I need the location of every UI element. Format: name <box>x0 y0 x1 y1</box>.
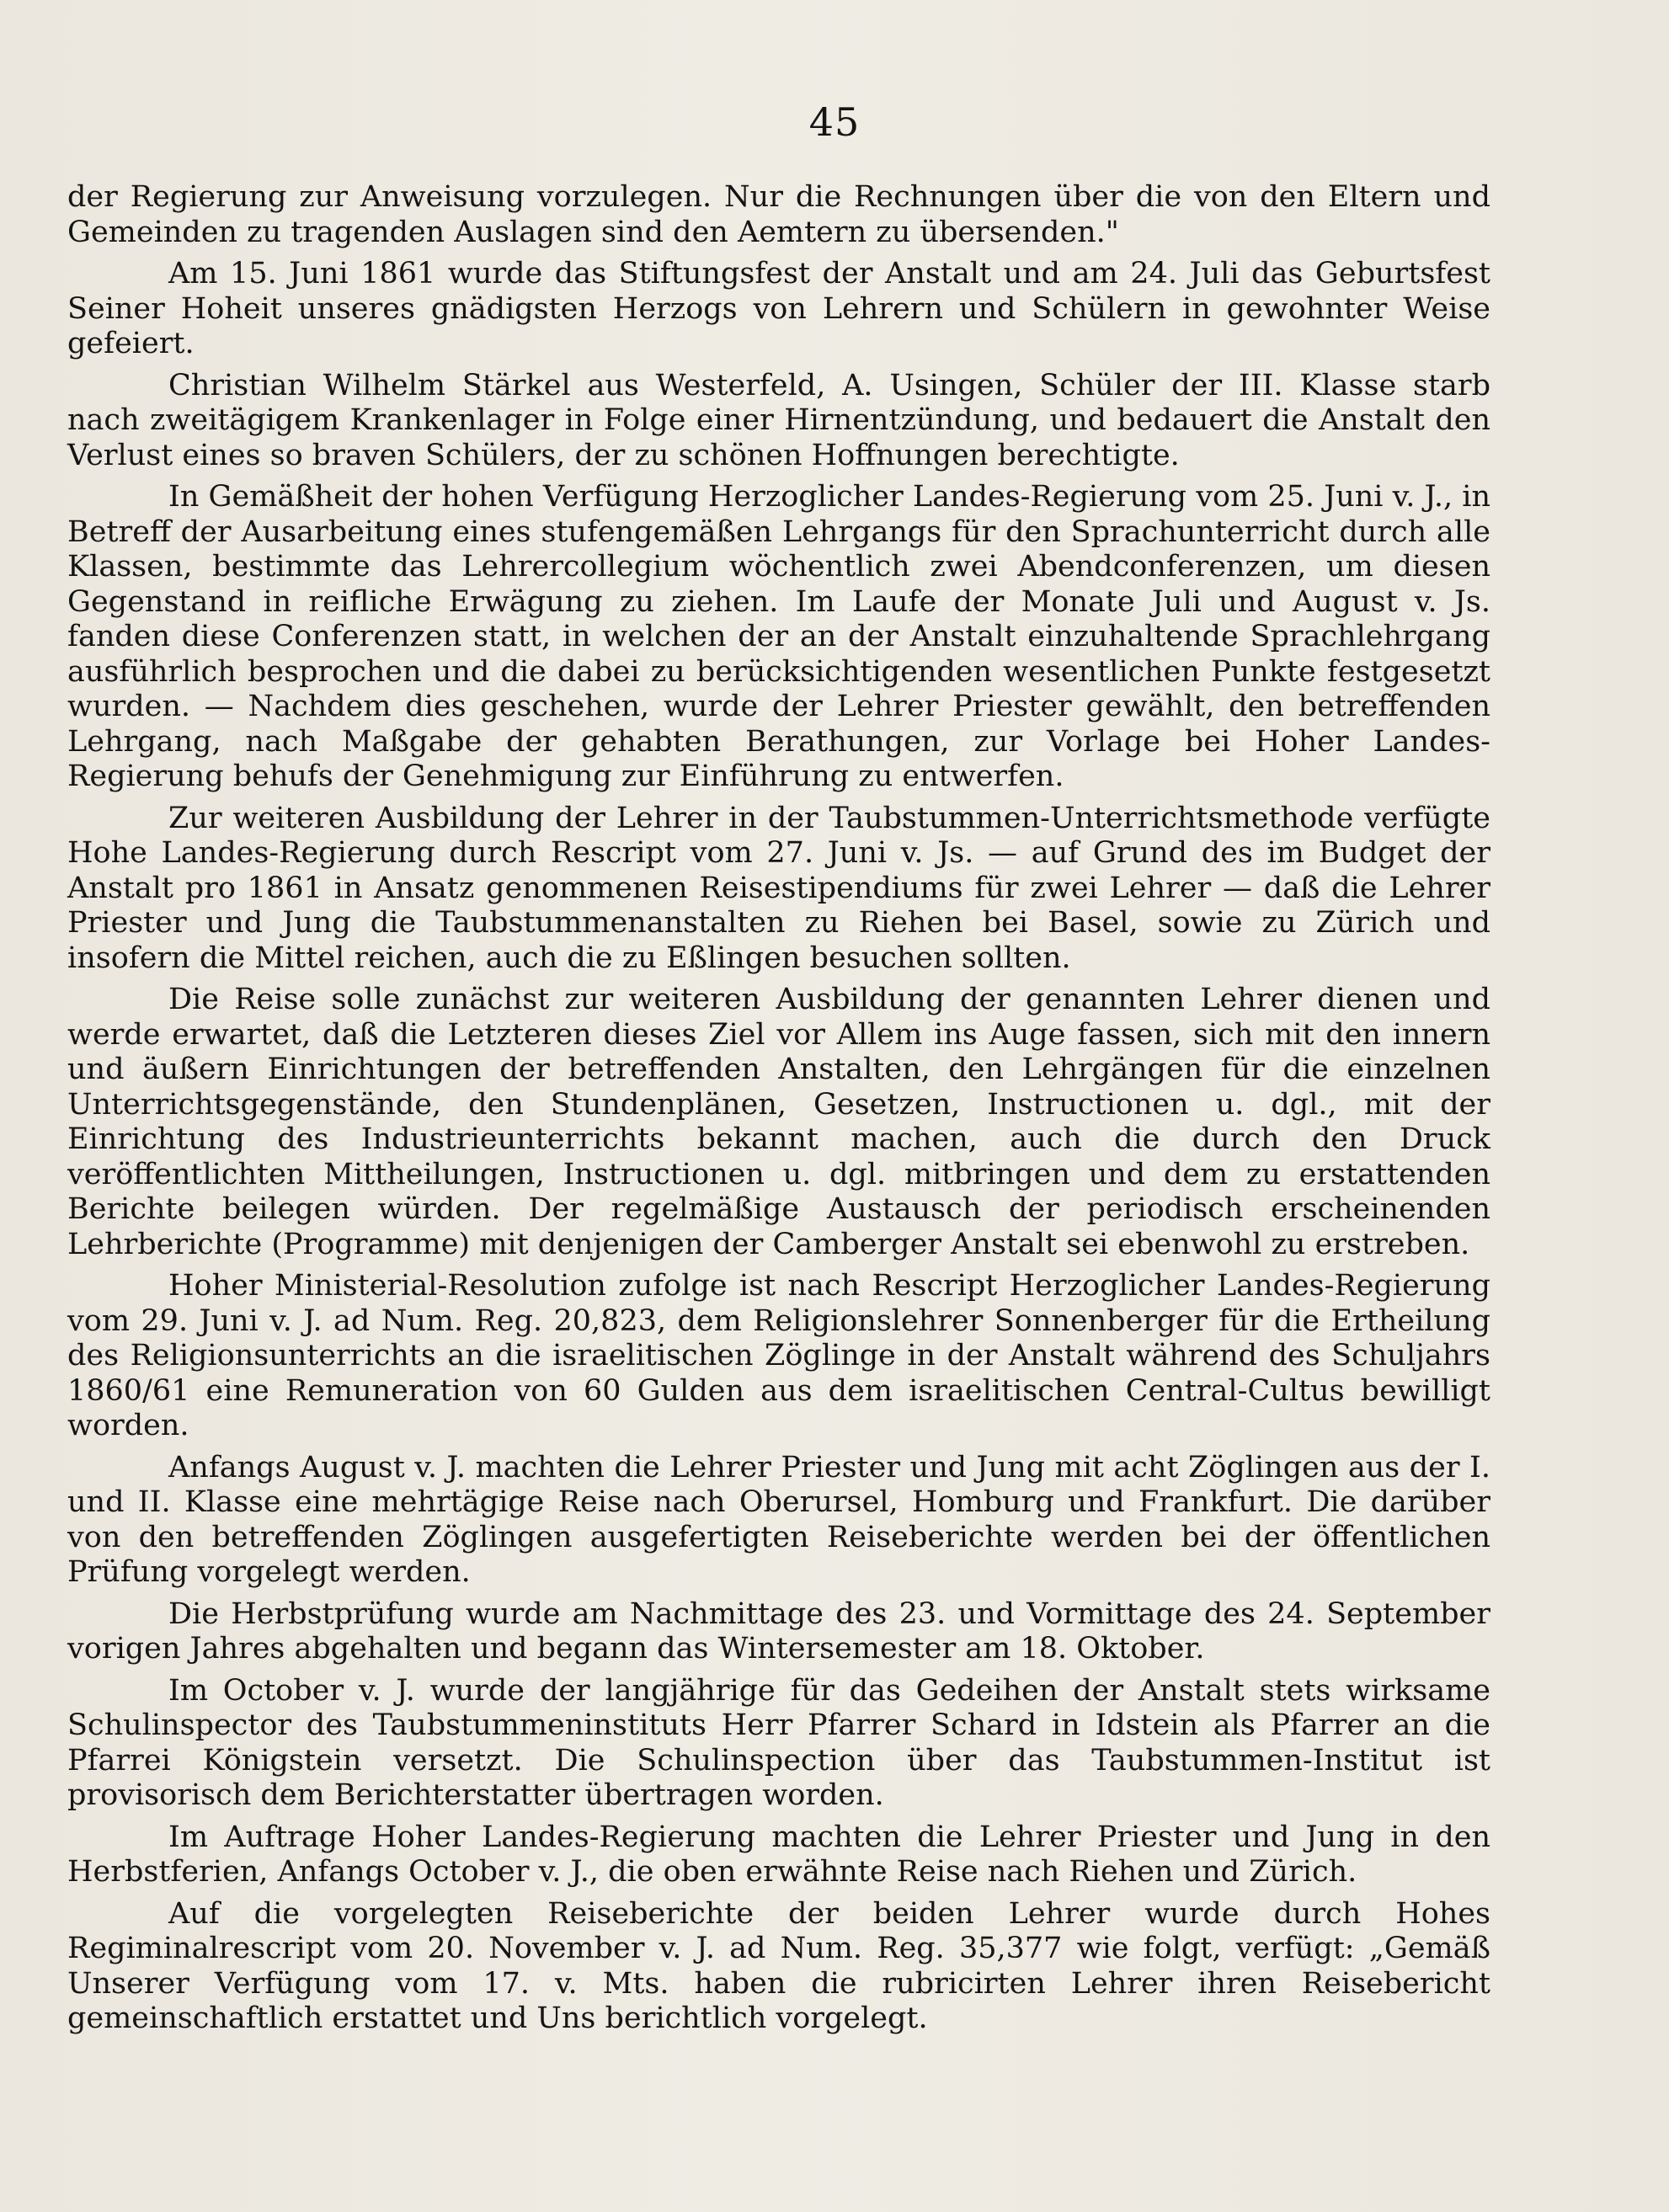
paragraph: Hoher Ministerial-Resolution zufolge ist nach Rescript Herzoglicher Landes-Regierung vom 29. Juni v. J. ad Num. Reg. 20,823, dem Religionslehrer Sonnenberger für die Ertheilung des Religionsunterrichts an die israelitischen Zöglinge in der Anstalt während des Schuljahrs 1860/61 eine Remuneration von 60 Gulden aus dem israelitischen Central-Cultus bewilligt worden. <box>67 1269 1490 1442</box>
paragraph: Im October v. J. wurde der langjährige für das Gedeihen der Anstalt stets wirksame Schulinspector des Taubstummeninstituts Herr Pfarrer Schard in Idstein als Pfarrer an die Pfarrei Königstein versetzt. Die Schulinspection über das Taubstummen-Institut ist provisorisch dem Berichterstatter übertragen worden. <box>67 1673 1490 1812</box>
paragraph: Christian Wilhelm Stärkel aus Westerfeld, A. Usingen, Schüler der III. Klasse starb nach zweitägigem Krankenlager in Folge einer Hirnentzündung, und bedauert die Anstalt den Verlust eines so braven Schülers, der zu schönen Hoffnungen berechtigte. <box>67 368 1490 472</box>
paragraph: Die Herbstprüfung wurde am Nachmittage des 23. und Vormittage des 24. September vorigen Jahres abgehalten und begann das Wintersemester am 18. Oktober. <box>67 1596 1490 1666</box>
page-number: 45 <box>808 99 861 145</box>
paragraph: Auf die vorgelegten Reiseberichte der beiden Lehrer wurde durch Hohes Regiminalrescript vom 20. November v. J. ad Num. Reg. 35,377 wie folgt, verfügt: „Gemäß Unserer Verfügung vom 17. v. Mts. haben die rubricirten Lehrer ihren Reisebericht gemeinschaftlich erstattet und Uns berichtlich vorgelegt. <box>67 1896 1490 2035</box>
paragraph: Zur weiteren Ausbildung der Lehrer in der Taubstummen-Unterrichtsmethode verfügte Hohe Landes-Regierung durch Rescript vom 27. Juni v. Js. — auf Grund des im Budget der Anstalt pro 1861 in Ansatz genommenen Reisestipendiums für zwei Lehrer — daß die Lehrer Priester und Jung die Taubstummenanstalten zu Riehen bei Basel, sowie zu Zürich und insofern die Mittel reichen, auch die zu Eßlingen besuchen sollten. <box>67 801 1490 975</box>
body-text <box>67 180 1490 2044</box>
paragraph: Im Auftrage Hoher Landes-Regierung machten die Lehrer Priester und Jung in den Herbstferien, Anfangs October v. J., die oben erwähnte Reise nach Riehen und Zürich. <box>67 1820 1490 1889</box>
paragraph: Die Reise solle zunächst zur weiteren Ausbildung der genannten Lehrer dienen und werde erwartet, daß die Letzteren dieses Ziel vor Allem ins Auge fassen, sich mit den innern und äußern Einrichtungen der betreffenden Anstalten, den Lehrgängen für die einzelnen Unterrichtsgegenstände, den Stundenplänen, Gesetzen, Instructionen u. dgl., mit der Einrichtung des Industrieunterrichts bekannt machen, auch die durch den Druck veröffentlichten Mittheilungen, Instructionen u. dgl. mitbringen und dem zu erstattenden Berichte beilegen würden. Der regelmäßige Austausch der periodisch erscheinenden Lehrberichte (Programme) mit denjenigen der Camberger Anstalt sei ebenwohl zu erstreben. <box>67 983 1490 1261</box>
paragraph: Am 15. Juni 1861 wurde das Stiftungsfest der Anstalt und am 24. Juli das Geburtsfest Seiner Hoheit unseres gnädigsten Herzogs von Lehrern und Schülern in gewohnter Weise gefeiert. <box>67 257 1490 360</box>
paragraph: In Gemäßheit der hohen Verfügung Herzoglicher Landes-Regierung vom 25. Juni v. J., in Betreff der Ausarbeitung eines stufengemäßen Lehrgangs für den Sprachunterricht durch alle Klassen, bestimmte das Lehrercollegium wöchentlich zwei Abendconferenzen, um diesen Gegenstand in reifliche Erwägung zu ziehen. Im Laufe der Monate Juli und August v. Js. fanden diese Conferenzen statt, in welchen der an der Anstalt einzuhaltende Sprachlehrgang ausführlich besprochen und die dabei zu berücksichtigenden wesentlichen Punkte festgesetzt wurden. — Nachdem dies geschehen, wurde der Lehrer Priester gewählt, den betreffenden Lehrgang, nach Maßgabe der gehabten Berathungen, zur Vorlage bei Hoher Landes-Regierung behufs der Genehmigung zur Einführung zu entwerfen. <box>67 480 1490 793</box>
paragraph: Anfangs August v. J. machten die Lehrer Priester und Jung mit acht Zöglingen aus der I. und II. Klasse eine mehrtägige Reise nach Oberursel, Homburg und Frankfurt. Die darüber von den betreffenden Zöglingen ausgefertigten Reiseberichte werden bei der öffentlichen Prüfung vorgelegt werden. <box>67 1450 1490 1589</box>
paragraph: der Regierung zur Anweisung vorzulegen. Nur die Rechnungen über die von den Eltern und Gemeinden zu tragenden Auslagen sind den Aemtern zu übersenden." <box>67 180 1490 249</box>
